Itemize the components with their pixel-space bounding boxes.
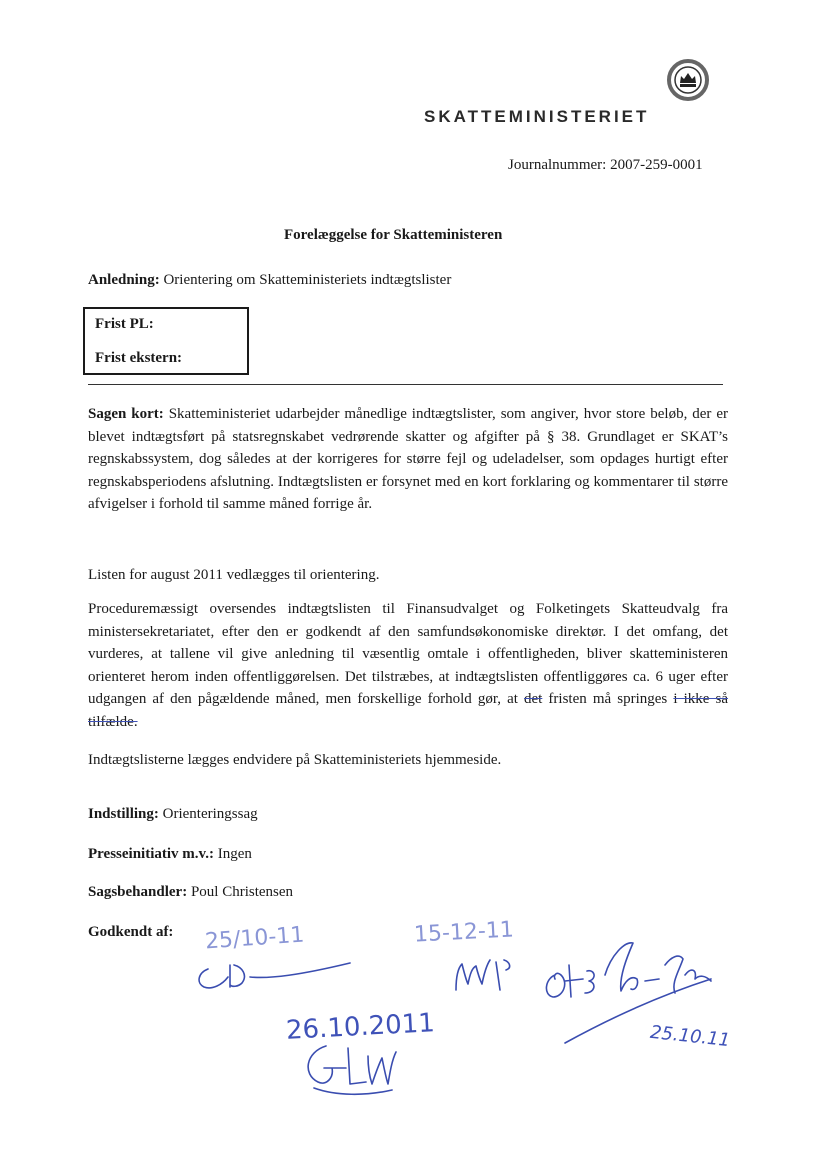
indstilling-line [88,806,258,823]
presse-value: Ingen [217,846,252,862]
signature-initials-2 [450,950,520,1000]
procedure-text-b: fristen må springes [548,691,668,708]
organization-logo-text: SKATTEMINISTERIET [424,107,650,126]
signature-initials-1 [190,955,360,995]
godkendt-label: Godkendt af: [88,924,174,940]
journal-number: 2007-259-0001 [610,157,703,173]
anledning-value: Orientering om Skatteministeriets indtægtslister [163,272,452,288]
struck-phrase: i ikke så tilfælde. [88,691,729,730]
journal-label: Journalnummer: [508,157,607,173]
handwritten-date-4: 25.10.11 [649,1021,732,1052]
indstilling-value: Orienteringssag [162,806,258,822]
sagen-text: Skatteministeriet udarbejder månedlige indtægtslister, som angiver, hvor store beløb, der er blevet indtægtsført på statsregnskabet vedrørende skatter og afgifter på § 38. Grundlaget er SKAT’s regnskabssystem, dog således at der korrigeres for større fejl og udeladelser, som opdages hurtigt efter regnskabsperiodens afslutning. Indtægtslisten er forsynet med en kort forklaring og kommentarer til større afvigelser i forhold til samme måned forrige år. [88,406,728,513]
paragraph-website: Indtægtslisterne lægges endvidere på Skatteministeriets hjemmeside. [88,752,502,768]
anledning-label: Anledning: [88,272,160,288]
paragraph-procedure [88,598,728,734]
presse-line [88,846,252,863]
sagen-kort-paragraph [88,403,728,516]
handwritten-date-2: 15-12-11 [413,917,515,948]
frist-pl-label: Frist PL: [95,316,154,332]
presse-label: Presseinitiativ m.v.: [88,846,214,862]
journal-number-line [508,157,703,174]
sagsbehandler-label: Sagsbehandler: [88,884,188,900]
paragraph-list-august: Listen for august 2011 vedlægges til orientering. [88,567,380,583]
anledning-line [88,272,451,289]
crown-seal-icon [664,56,712,109]
sagsbehandler-value: Poul Christensen [190,884,294,900]
indstilling-label: Indstilling: [88,806,159,822]
procedure-text-a: Proceduremæssigt oversendes indtægtslisten til Finansudvalget og Folketingets Skatteudvalg fra ministersekretariatet, efter den er godkendt af den samfundsøkonomiske direktør. I det omfang, det vurderes, at tallene vil give anledning til væsentlig omtale i offentligheden, bliver skatteministeren orienteret herom inden offentliggørelsen. Det tilstræbes, at indtægtslisten offentliggøres ca. 6 uger efter udgangen af den pågældende måned, men forskellige forhold gør, at [88,601,728,708]
sagen-label: Sagen kort: [88,406,164,422]
handwritten-date-1: 25/10-11 [204,922,306,955]
deadline-box [83,307,249,375]
document-title: Forelæggelse for Skatteministeren [284,227,503,243]
signature-initials-3 [296,1038,406,1102]
divider [88,384,723,385]
struck-word: det [524,691,543,708]
handwritten-date-3: 26.10.2011 [285,1008,436,1046]
sagsbehandler-line [88,884,293,901]
signature-main [535,935,735,1055]
frist-ekstern-label: Frist ekstern: [95,350,183,366]
